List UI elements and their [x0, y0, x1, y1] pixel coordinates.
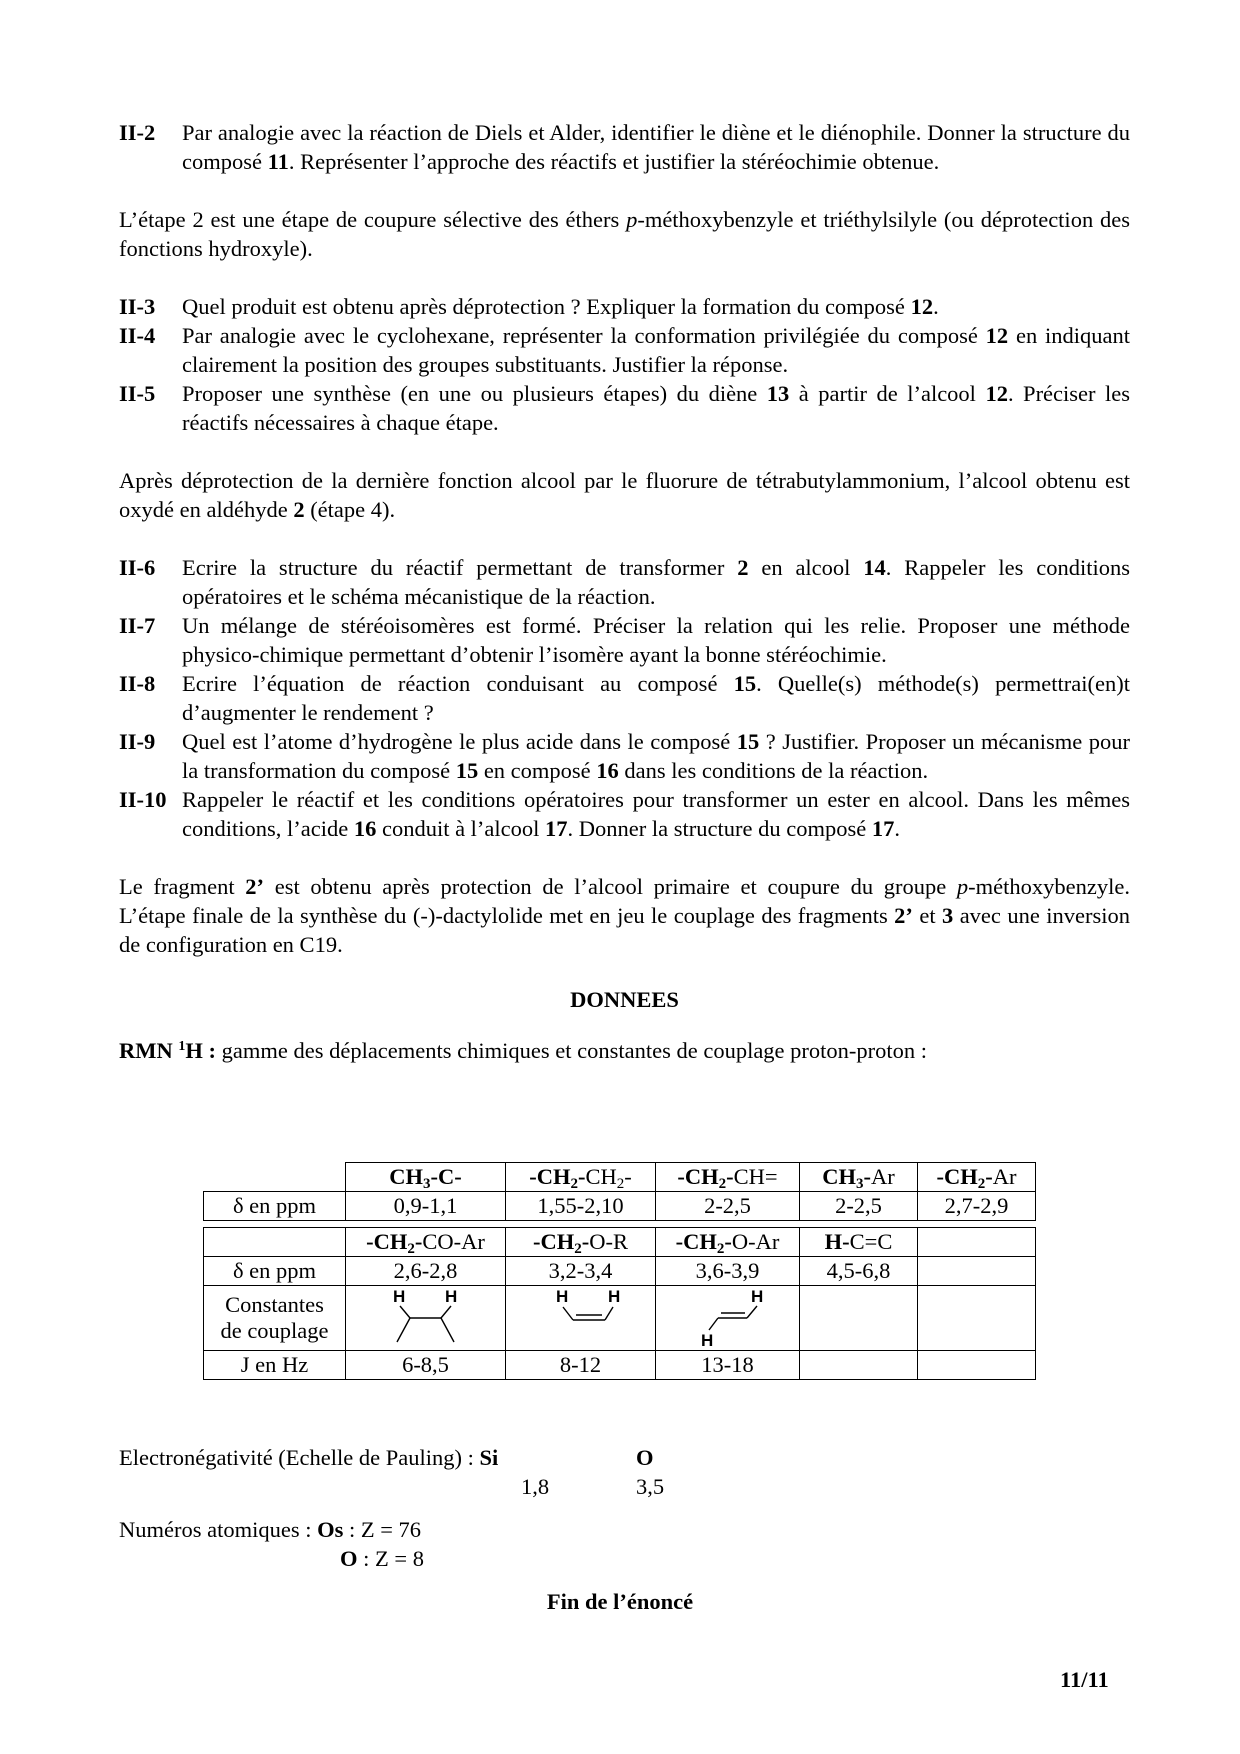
question-text: Proposer une synthèse (en une ou plusieurs étapes) du diène 13 à partir de l’alcool 12. Préciser les réactifs nécessaires à chaque étape. [182, 381, 1131, 435]
table-cell [918, 1257, 1036, 1286]
donnees-title: DONNEES [570, 987, 679, 1012]
table-header-cell: $CH_3-C-$ [346, 1163, 506, 1192]
question-number: II-6 [119, 555, 156, 580]
coupling-vicinal [346, 1286, 506, 1351]
question-number: II-7 [119, 613, 156, 638]
question-number: II-5 [119, 381, 156, 406]
table-cell: 8-12 [506, 1351, 656, 1380]
hydrogen-label: H [607, 1287, 620, 1306]
table-row [204, 1192, 1036, 1221]
table-cell: 2,7-2,9 [918, 1192, 1036, 1221]
question-group-a [119, 118, 1130, 176]
question-item [119, 553, 1130, 611]
question-group-b [119, 292, 1130, 437]
question-text: Par analogie avec le cyclohexane, représenter la conformation privilégiée du composé 12 en indiquant clairement la position des groupes substituants. Justifier la réponse. [182, 323, 1130, 377]
document-body [119, 118, 1130, 1065]
electronegativity-label: Electronégativité (Echelle de Pauling) : [119, 1445, 474, 1470]
paragraph-etape-2: L’étape 2 est une étape de coupure sélective des éthers p-méthoxybenzyle et triéthylsilyle (ou déprotection des fonctions hydroxyle). [119, 207, 1130, 261]
table-corner [204, 1163, 346, 1192]
table-header-cell: H-C=C [800, 1228, 918, 1257]
table-cell: 4,5-6,8 [800, 1257, 918, 1286]
delta-label: δ en ppm [204, 1257, 346, 1286]
table-cell: 3,2-3,4 [506, 1257, 656, 1286]
table-header-cell: $-CH_2-CO-Ar$ [346, 1228, 506, 1257]
table-header-cell: $CH_3-Ar$ [800, 1163, 918, 1192]
table-header-cell: $-CH_2-CH=$ [656, 1163, 800, 1192]
electronegativity-si: Si [479, 1445, 499, 1470]
coupling-trans [656, 1286, 800, 1351]
cis-coupling-structure [526, 1286, 636, 1350]
question-text: Un mélange de stéréoisomères est formé. Préciser la relation qui les relie. Proposer une méthode physico-chimique permettant d’obtenir l’isomère ayant la bonne stéréochimie. [182, 613, 1130, 667]
question-text: Quel est l’atome d’hydrogène le plus acide dans le composé 15 ? Justifier. Proposer un mécanisme pour la transformation du composé 15 en composé 16 dans les conditions de la réaction. [182, 729, 1130, 783]
table-header-cell: $-CH_2-O-R$ [506, 1228, 656, 1257]
table-row-coupling [204, 1286, 1036, 1351]
electronegativity-o-value: 3,5 [636, 1474, 665, 1499]
table-cell-empty [204, 1228, 346, 1257]
vicinal-coupling-structure [371, 1286, 481, 1350]
rmn-heading: RMN $^1$H : gamme des déplacements chimiques et constantes de couplage proton-proton : [119, 1038, 928, 1063]
table-cell-empty [918, 1286, 1036, 1351]
table-cell: 1,55-2,10 [506, 1192, 656, 1221]
question-number: II-8 [119, 671, 156, 696]
question-number: II-10 [119, 787, 167, 812]
question-text: Rappeler le réactif et les conditions opératoires pour transformer un ester en alcool. Dans les mêmes conditions, l’acide 16 conduit à l’alcool 17. Donner la structure du composé 17. [182, 787, 1130, 841]
question-number: II-3 [119, 294, 156, 319]
question-item [119, 321, 1130, 379]
table-header-cell [918, 1228, 1036, 1257]
hydrogen-label: H [392, 1287, 405, 1306]
table-cell: 0,9-1,1 [346, 1192, 506, 1221]
delta-label: δ en ppm [204, 1192, 346, 1221]
rmn-table [203, 1162, 1036, 1380]
question-item [119, 785, 1130, 843]
coupling-cis [506, 1286, 656, 1351]
question-item [119, 669, 1130, 727]
page-number: 11/11 [1060, 1667, 1109, 1692]
hydrogen-label: H [700, 1331, 713, 1350]
question-text: Par analogie avec la réaction de Diels et Alder, identifier le diène et le diénophile. Donner la structure du composé 11. Représenter l’approche des réactifs et justifier la stéréochimie obtenue. [182, 120, 1130, 174]
hydrogen-label: H [555, 1287, 568, 1306]
atomic-label: Numéros atomiques : [119, 1517, 312, 1542]
hydrogen-label: H [444, 1287, 457, 1306]
table-cell: 13-18 [656, 1351, 800, 1380]
table-cell: 6-8,5 [346, 1351, 506, 1380]
electronegativity-o: O [636, 1445, 654, 1470]
paragraph-fragment: Le fragment 2’ est obtenu après protection de l’alcool primaire et coupure du groupe p-méthoxybenzyle. L’étape finale de la synthèse du (-)-dactylolide met en jeu le couplage des fragments 2’ et 3 avec une inversion de configuration en C19. [119, 874, 1130, 957]
end-of-statement: Fin de l’énoncé [546, 1589, 694, 1614]
table-row [204, 1257, 1036, 1286]
table-cell [800, 1351, 918, 1380]
table-row-separator [204, 1221, 1036, 1228]
j-label: J en Hz [204, 1351, 346, 1380]
table-cell: 2-2,5 [800, 1192, 918, 1221]
question-group-c [119, 553, 1130, 843]
atomic-o: O [340, 1546, 358, 1571]
question-item [119, 379, 1130, 437]
question-item [119, 118, 1130, 176]
question-text: Quel produit est obtenu après déprotection ? Expliquer la formation du composé 12. [182, 294, 939, 319]
question-number: II-2 [119, 120, 156, 145]
table-header-cell: $-CH_2-Ar$ [918, 1163, 1036, 1192]
table-row [204, 1351, 1036, 1380]
question-item [119, 292, 1130, 321]
table-cell-empty [800, 1286, 918, 1351]
question-text: Ecrire l’équation de réaction conduisant au composé 15. Quelle(s) méthode(s) permettrai(en)t d’augmenter le rendement ? [182, 671, 1130, 725]
electronegativity-si-value: 1,8 [521, 1474, 550, 1499]
question-item [119, 727, 1130, 785]
question-item [119, 611, 1130, 669]
atomic-o-z: : Z = 8 [357, 1546, 424, 1571]
question-number: II-9 [119, 729, 156, 754]
atomic-number-line-o [340, 1544, 424, 1573]
trans-coupling-structure [673, 1286, 783, 1350]
paragraph-etape-4: Après déprotection de la dernière fonction alcool par le fluorure de tétrabutylammonium, l’alcool obtenu est oxydé en aldéhyde 2 (étape 4). [119, 468, 1130, 522]
table-cell: 2,6-2,8 [346, 1257, 506, 1286]
atomic-os-z: : Z = 76 [343, 1517, 422, 1542]
atomic-number-line-os [119, 1515, 421, 1544]
table-cell [918, 1351, 1036, 1380]
table-cell: 3,6-3,9 [656, 1257, 800, 1286]
coupling-label: Constantes de couplage [204, 1286, 346, 1351]
table-row [204, 1163, 1036, 1192]
table-header-cell: $-CH_2-CH_2-$ [506, 1163, 656, 1192]
question-text: Ecrire la structure du réactif permettant de transformer 2 en alcool 14. Rappeler les conditions opératoires et le schéma mécanistique de la réaction. [182, 555, 1130, 609]
atomic-os: Os [317, 1517, 344, 1542]
table-header-cell: $-CH_2-O-Ar$ [656, 1228, 800, 1257]
table-cell: 2-2,5 [656, 1192, 800, 1221]
electronegativity-line [119, 1443, 498, 1472]
question-number: II-4 [119, 323, 156, 348]
hydrogen-label: H [750, 1287, 763, 1306]
table-row [204, 1228, 1036, 1257]
